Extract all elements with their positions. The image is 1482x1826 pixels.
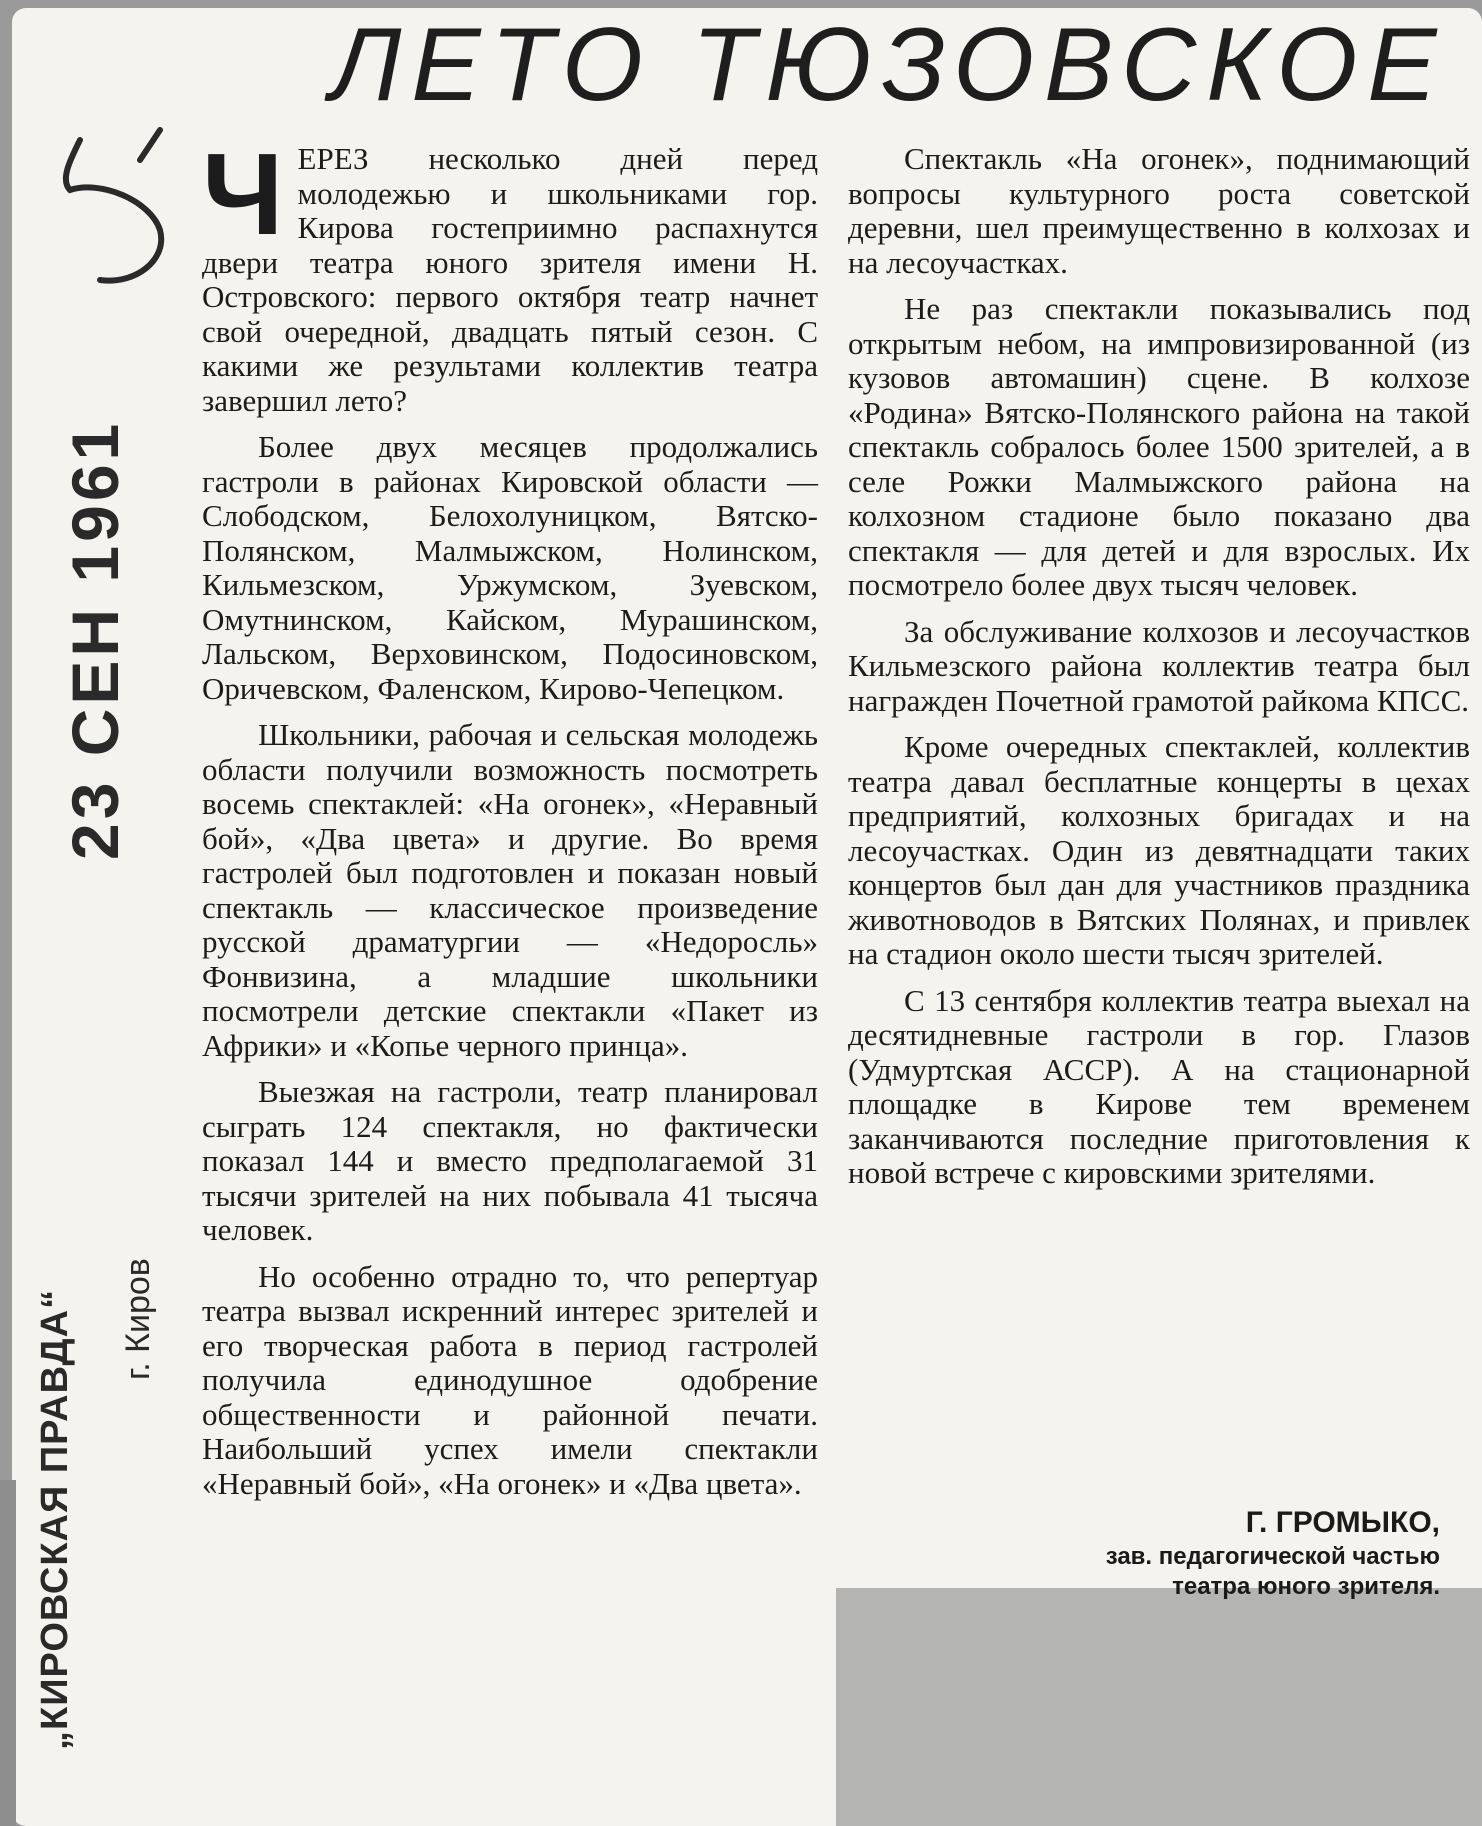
paragraph: Но особенно отрадно то, что репертуар театра вызвал искренний интерес зрителей и его творческая работа в период гастролей получила единодушное одобрение общественности и районной печати. Наибольший успех имели спектакли «Неравный бой», «На огонек» и «Два цвета». [202,1258,818,1501]
paragraph: За обслуживание колхозов и лесоучастков Кильмезского района коллектив театра был награжден Почетной грамотой райкома КПСС. [848,613,1470,718]
paragraph: Выезжая на гастроли, театр планировал сыграть 124 спектакля, но фактически показал 144 и вместо предполагаемой 31 тысячи зрителей на них побывала 41 тысяча человек. [202,1074,818,1247]
backing-paper [836,1588,1482,1826]
author-role-line: театра юного зрителя. [1172,1573,1440,1600]
backing-edge [0,1480,16,1826]
author-role-line: зав. педагогической частью [1105,1543,1440,1570]
drop-cap: Ч [202,129,284,259]
article-column-2 [848,142,1470,1203]
paragraph: ЕРЕЗ несколько дней перед молодежью и школьниками гор. Кирова гостеприимно распахнутся двери театра юного зрителя имени Н. Островского: первого октября театр начнет свой очередной, двадцать пятый сезон. С какими же результами коллектив театра завершил лето? [202,141,818,418]
handwritten-mark [40,120,190,300]
paragraph: Не раз спектакли показывались под открытым небом, на импровизированной (из кузовов автомашин) сцене. В колхозе «Родина» Вятско-Полянского района на такой спектакль собралось более 1500 зрителей, а в селе Рожки Малмыжского района на колхозном стадионе было показано два спектакля — для детей и для взрослых. Их посмотрело более двух тысяч человек. [848,291,1470,602]
author-role [900,1542,1440,1602]
date-stamp: 23 СЕН 1961 [58,419,132,860]
author-name: Г. ГРОМЫКО, [1245,1506,1440,1539]
paragraph: С 13 сентября коллектив театра выехал на десятидневные гастроли в гор. Глазов (Удмуртская АССР). А на стационарной площадке в Кирове тем временем заканчиваются последние приготовления к новой встрече с кировскими зрителями. [848,982,1470,1190]
city-stamp: г. Киров [119,1258,157,1380]
paragraph: Спектакль «На огонек», поднимающий вопросы культурного роста советской деревни, шел преимущественно в колхозах и на лесоучастках. [848,141,1470,280]
newspaper-stamp: „КИРОВСКАЯ ПРАВДА“ [34,1288,76,1750]
paragraph: Более двух месяцев продолжались гастроли в районах Кировской области — Слободском, Белохолуницком, Вятско-Полянском, Малмыжском, Нолинском, Кильмезском, Уржумском, Зуевском, Омутнинском, Кайском, Мурашинском, Лальском, Верховинском, Подосиновском, Оричевском, Фаленском, Кирово-Чепецком. [202,429,818,706]
headline: ЛЕТО ТЮЗОВСКОЕ [330,7,1447,123]
paragraph: Кроме очередных спектаклей, коллектив театра давал бесплатные концерты в цехах предприятий, колхозных бригадах и на лесоучастках. Один из девятнадцати таких концертов был дан для участников праздника животноводов в Вятских Полянах, и привлек на стадион около шести тысяч зрителей. [848,729,1470,971]
paragraph: Школьники, рабочая и сельская молодежь области получили возможность посмотреть восемь спектаклей: «На огонек», «Неравный бой», «Два цвета» и другие. Во время гастролей был подготовлен и показан новый спектакль — классическое произведение русской драматургии — «Недоросль» Фонвизина, а младшие школьники посмотрели детские спектакли «Пакет из Африки» и «Копье черного принца». [202,717,818,1063]
article-column-1 [202,129,818,1513]
